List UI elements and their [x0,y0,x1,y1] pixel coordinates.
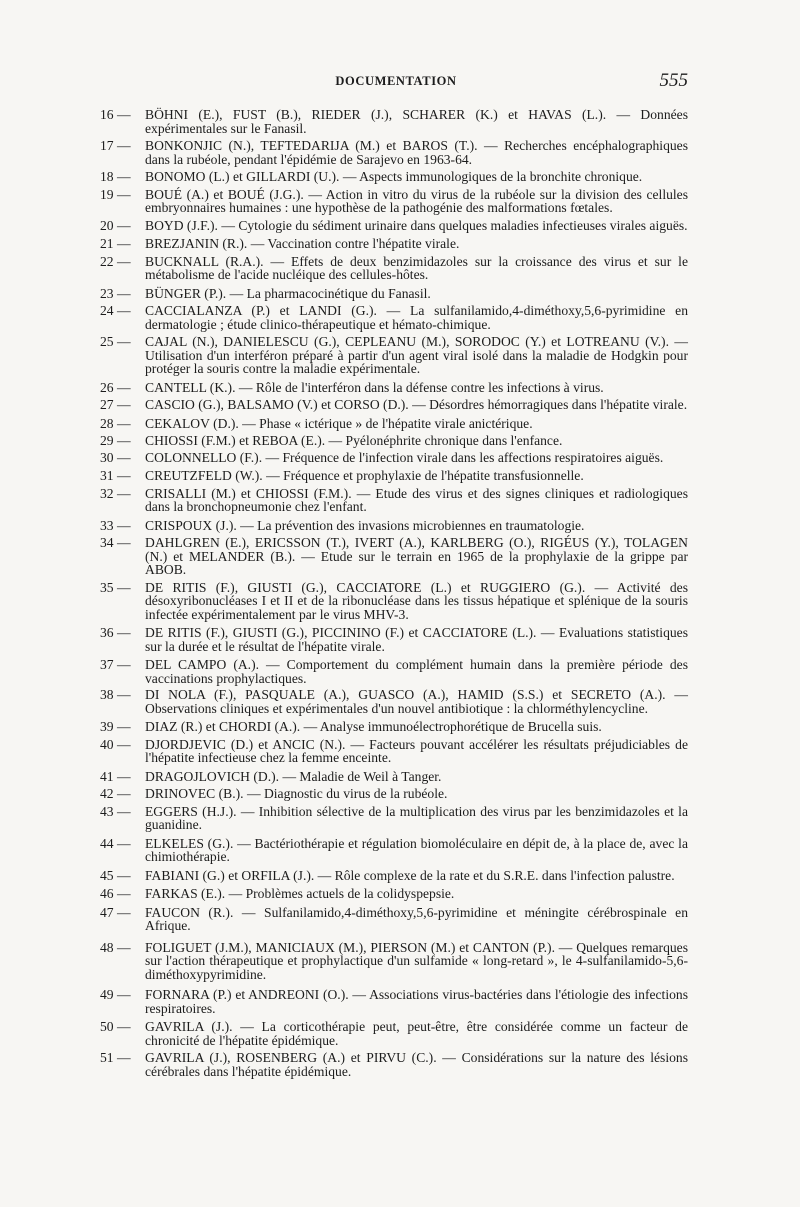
reference-number: 47 — [100,904,131,920]
reference-entry [100,335,688,376]
reference-number: 23 — [100,285,131,301]
reference-entry [100,720,688,734]
reference-text: CEKALOV (D.). — Phase « ictérique » de l'hépatite virale anictérique. [145,415,533,431]
reference-number: 43 — [100,803,131,819]
reference-number: 25 — [100,334,131,349]
reference-entry [100,434,688,448]
reference-text: CAJAL (N.), DANIELESCU (G.), CEPLEANU (M.), SORODOC (Y.) et LOTREANU (V.). — Utilisation d'un interféron préparé à partir d'un agent viral isolé dans la maladie de Hodgkin pour protéger la souris contre la maladie expérimentale. [145,334,688,376]
reference-entry [100,887,688,901]
reference-number: 44 — [100,835,131,851]
reference-number: 48 — [100,939,131,955]
reference-entry [100,255,688,282]
reference-text: BUCKNALL (R.A.). — Effets de deux benzimidazoles sur la croissance des virus et sur le métabolisme de l'acide nucléique des cellules-hôtes. [145,253,688,282]
reference-entry [100,906,688,933]
reference-number: 50 — [100,1019,131,1034]
reference-number: 16 — [100,107,131,122]
reference-text: BREZJANIN (R.). — Vaccination contre l'hépatite virale. [145,236,460,251]
reference-text: BONKONJIC (N.), TEFTEDARIJA (M.) et BAROS (T.). — Recherches encéphalographiques dans la rubéole, pendant l'épidémie de Sarajevo en 1963-64. [145,138,688,167]
reference-entry [100,219,688,233]
reference-text: FORNARA (P.) et ANDREONI (O.). — Associations virus-bactéries dans l'étiologie des infections respiratoires. [145,987,688,1016]
reference-entry [100,869,688,883]
reference-number: 31 — [100,468,131,483]
reference-number: 41 — [100,768,131,784]
reference-number: 35 — [100,579,131,595]
reference-number: 42 — [100,786,131,801]
reference-text: FABIANI (G.) et ORFILA (J.). — Rôle complexe de la rate et du S.R.E. dans l'infection palustre. [145,867,675,883]
reference-text: CACCIALANZA (P.) et LANDI (G.). — La sulfanilamido,4-diméthoxy,5,6-pyrimidine en dermatologie ; étude clinico-thérapeutique et hémato-chimique. [145,303,688,332]
reference-text: DAHLGREN (E.), ERICSSON (T.), IVERT (A.), KARLBERG (O.), RIGÉUS (Y.), TOLAGEN (N.) et MELANDER (B.). — Etude sur le terrain en 1965 de la prophylaxie de la grippe par ABOB. [145,535,688,577]
reference-entry [100,304,688,331]
page-number: 555 [659,70,688,91]
reference-number: 20 — [100,217,131,233]
reference-number: 26 — [100,379,131,395]
reference-text: ELKELES (G.). — Bactériothérapie et régulation biomoléculaire en dépit de, à la place de, avec la chimiothérapie. [145,835,688,864]
reference-entry [100,988,688,1015]
reference-number: 46 — [100,886,131,901]
reference-number: 32 — [100,485,131,501]
reference-text: FAUCON (R.). — Sulfanilamido,4-diméthoxy,5,6-pyrimidine et méningite cérébrospinale en Afrique. [145,904,688,933]
reference-text: DJORDJEVIC (D.) et ANCIC (N.). — Facteurs pouvant accélérer les résultats préjudiciables de l'hépatite infectieuse chez la femme enceinte. [145,736,688,765]
reference-entry [100,188,688,215]
reference-text: CREUTZFELD (W.). — Fréquence et prophylaxie de l'hépatite transfusionnelle. [145,468,584,483]
reference-text: COLONNELLO (F.). — Fréquence de l'infection virale dans les affections respiratoires aiguës. [145,449,664,465]
reference-entry [100,688,688,715]
reference-number: 49 — [100,987,131,1002]
reference-number: 39 — [100,719,131,734]
reference-text: DRAGOJLOVICH (D.). — Maladie de Weil à Tanger. [145,768,442,784]
reference-text: FARKAS (E.). — Problèmes actuels de la colidyspepsie. [145,886,455,901]
reference-number: 37 — [100,657,131,672]
reference-entry [100,941,688,982]
reference-entry [100,170,688,184]
reference-text: CRISALLI (M.) et CHIOSSI (F.M.). — Etude des virus et des signes cliniques et radiologiques dans la bronchopneumonie chez l'enfant. [145,485,688,514]
reference-entry [100,381,688,395]
reference-text: DIAZ (R.) et CHORDI (A.). — Analyse immunoélectrophorétique de Brucella suis. [145,719,602,734]
running-header [104,70,688,92]
reference-text: DE RITIS (F.), GIUSTI (G.), PICCININO (F.) et CACCIATORE (L.). — Evaluations statistiques sur la durée et le résultat de l'hépatite virale. [145,625,688,654]
reference-text: DI NOLA (F.), PASQUALE (A.), GUASCO (A.), HAMID (S.S.) et SECRETO (A.). — Observations cliniques et expérimentales d'un nouvel antibiotique : la chlorméthylencycline. [145,687,688,716]
reference-entry [100,108,688,135]
reference-text: FOLIGUET (J.M.), MANICIAUX (M.), PIERSON (M.) et CANTON (P.). — Quelques remarques sur l'action thérapeutique et prophylactique d'un sulfamide « long-retard », le 4-sulfanilamido-5,6-diméthoxypyrimidine. [145,939,688,982]
reference-number: 40 — [100,736,131,752]
reference-entry [100,287,688,301]
reference-number: 22 — [100,253,131,269]
reference-number: 38 — [100,687,131,702]
section-title: DOCUMENTATION [335,74,457,88]
reference-list [100,104,688,1078]
reference-entry [100,837,688,864]
reference-text: DRINOVEC (B.). — Diagnostic du virus de la rubéole. [145,786,448,801]
reference-number: 19 — [100,186,131,202]
reference-entry [100,139,688,166]
reference-number: 27 — [100,397,131,412]
reference-entry [100,1051,688,1078]
reference-text: EGGERS (H.J.). — Inhibition sélective de la multiplication des virus par les benzimidazoles et la guanidine. [145,803,688,832]
reference-number: 18 — [100,169,131,184]
reference-entry [100,451,688,465]
reference-text: CRISPOUX (J.). — La prévention des invasions microbiennes en traumatologie. [145,517,585,533]
reference-number: 28 — [100,415,131,431]
reference-text: GAVRILA (J.). — La corticothérapie peut, peut-être, être considérée comme un facteur de chronicité de l'hépatite épidémique. [145,1019,688,1048]
reference-text: BÖHNI (E.), FUST (B.), RIEDER (J.), SCHARER (K.) et HAVAS (L.). — Données expérimentales sur le Fanasil. [145,107,688,136]
reference-number: 36 — [100,625,131,640]
reference-number: 24 — [100,303,131,318]
reference-entry [100,658,688,685]
reference-entry [100,626,688,653]
reference-entry [100,237,688,251]
reference-entry [100,519,688,533]
reference-entry [100,770,688,784]
reference-text: BOYD (J.F.). — Cytologie du sédiment urinaire dans quelques maladies infectieuses virales aiguës. [145,217,688,233]
reference-number: 51 — [100,1050,131,1065]
reference-entry [100,738,688,765]
reference-text: GAVRILA (J.), ROSENBERG (A.) et PIRVU (C.). — Considérations sur la nature des lésions cérébrales dans l'hépatite épidémique. [145,1050,688,1079]
reference-text: BÜNGER (P.). — La pharmacocinétique du Fanasil. [145,285,431,301]
reference-number: 30 — [100,449,131,465]
reference-entry [100,787,688,801]
reference-number: 29 — [100,433,131,448]
reference-entry [100,417,688,431]
reference-entry [100,1020,688,1047]
reference-number: 45 — [100,867,131,883]
reference-entry [100,581,688,622]
reference-text: CHIOSSI (F.M.) et REBOA (E.). — Pyélonéphrite chronique dans l'enfance. [145,433,563,448]
reference-entry [100,398,688,412]
reference-number: 21 — [100,236,131,251]
reference-text: DE RITIS (F.), GIUSTI (G.), CACCIATORE (L.) et RUGGIERO (G.). — Activité des désoxyribonucléases I et II et de la ribonucléase dans les tissus hépatique et splénique de la souris infectée expérimentalement par le virus MHV-3. [145,579,688,622]
reference-number: 34 — [100,535,131,550]
reference-text: CANTELL (K.). — Rôle de l'interféron dans la défense contre les infections à virus. [145,379,604,395]
reference-entry [100,487,688,514]
reference-number: 33 — [100,517,131,533]
reference-entry [100,536,688,577]
reference-text: CASCIO (G.), BALSAMO (V.) et CORSO (D.). — Désordres hémorragiques dans l'hépatite virale. [145,397,688,412]
reference-text: BOUÉ (A.) et BOUÉ (J.G.). — Action in vitro du virus de la rubéole sur la division des cellules embryonnaires humaines : une hypothèse de la pathogénie des malformations fœtales. [145,186,688,215]
reference-number: 17 — [100,138,131,153]
reference-entry [100,469,688,483]
reference-text: BONOMO (L.) et GILLARDI (U.). — Aspects immunologiques de la bronchite chronique. [145,169,643,184]
reference-entry [100,805,688,832]
reference-text: DEL CAMPO (A.). — Comportement du complément humain dans la première période des vaccinations prophylactiques. [145,657,688,686]
